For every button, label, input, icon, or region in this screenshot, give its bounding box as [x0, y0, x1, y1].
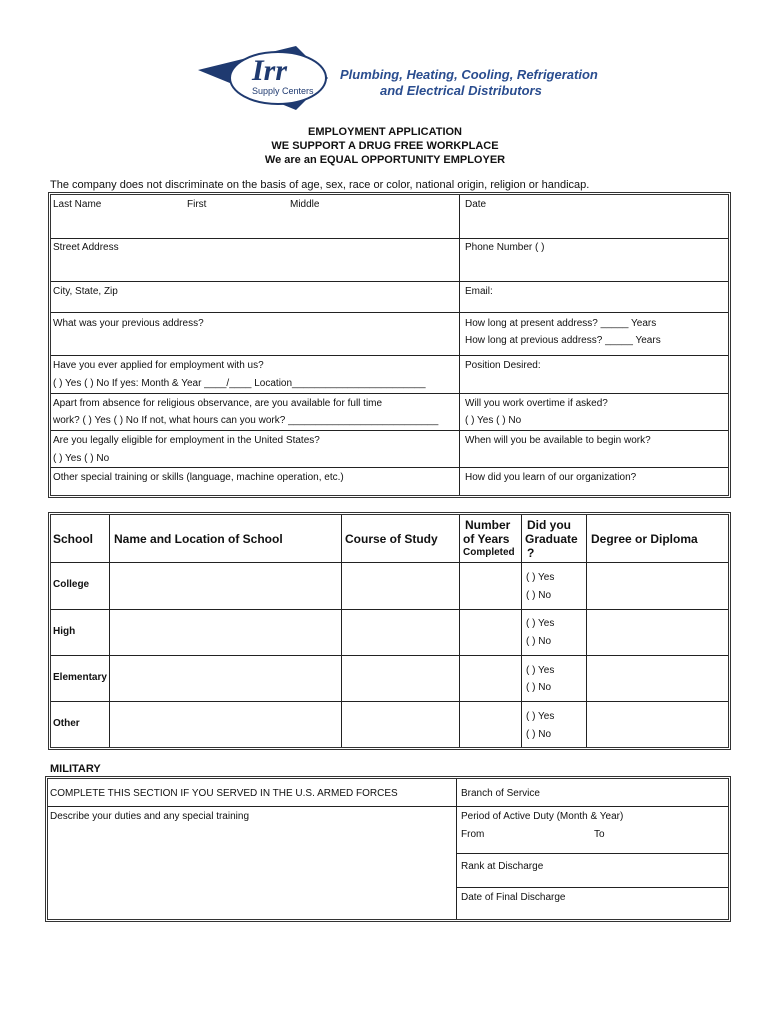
col-degree: Degree or Diploma: [591, 532, 698, 546]
row-elementary-label: Elementary: [53, 672, 107, 683]
rank-at-discharge-field[interactable]: Rank at Discharge: [461, 861, 544, 872]
page-title: EMPLOYMENT APPLICATION: [308, 126, 462, 138]
branch-of-service-field[interactable]: Branch of Service: [461, 788, 540, 799]
col-grad-3: ?: [527, 546, 535, 560]
years-present-address-field[interactable]: How long at present address? _____ Years: [465, 318, 657, 329]
row-high-label: High: [53, 626, 76, 637]
col-grad-1: Did you: [527, 518, 571, 532]
col-years-2: of Years: [463, 532, 510, 546]
education-table: [48, 512, 731, 750]
duties-field[interactable]: Describe your duties and any special training: [50, 811, 249, 822]
last-name-field[interactable]: Last Name: [53, 199, 102, 210]
religious-observance-question: Apart from absence for religious observance, are you available for full time: [53, 398, 383, 409]
period-active-duty-label: Period of Active Duty (Month & Year): [461, 811, 624, 822]
col-school-name: Name and Location of School: [114, 532, 283, 546]
email-field[interactable]: Email:: [465, 286, 493, 297]
college-graduate-yes[interactable]: ( ) Yes: [526, 572, 555, 583]
high-graduate-yes[interactable]: ( ) Yes: [526, 618, 555, 629]
col-years-1: Number: [465, 518, 511, 532]
elementary-graduate-no[interactable]: ( ) No: [526, 682, 551, 693]
company-logo: [196, 44, 596, 112]
special-training-field[interactable]: Other special training or skills (language, machine operation, etc.): [53, 472, 344, 483]
duty-from-field[interactable]: From: [461, 829, 485, 840]
logo-tagline-2: and Electrical Distributors: [380, 83, 542, 98]
logo-subbrand: Supply Centers: [252, 86, 314, 96]
eligibility-answer[interactable]: ( ) Yes ( ) No: [53, 453, 110, 464]
college-graduate-no[interactable]: ( ) No: [526, 590, 551, 601]
nondiscrimination-notice: The company does not discriminate on the basis of age, sex, race or color, national origin, religion or handicap.: [50, 179, 590, 191]
first-name-field[interactable]: First: [187, 199, 207, 210]
begin-work-field[interactable]: When will you be available to begin work?: [465, 435, 651, 446]
years-previous-address-field[interactable]: How long at previous address? _____ Years: [465, 335, 661, 346]
applied-before-question: Have you ever applied for employment with us?: [53, 360, 264, 371]
other-graduate-no[interactable]: ( ) No: [526, 729, 551, 740]
previous-address-field[interactable]: What was your previous address?: [53, 318, 204, 329]
row-college-label: College: [53, 579, 90, 590]
duty-to-field[interactable]: To: [594, 829, 605, 840]
col-grad-2: Graduate: [525, 532, 578, 546]
elementary-graduate-yes[interactable]: ( ) Yes: [526, 665, 555, 676]
city-state-zip-field[interactable]: City, State, Zip: [53, 286, 118, 297]
date-field[interactable]: Date: [465, 199, 487, 210]
overtime-question: Will you work overtime if asked?: [465, 398, 608, 409]
row-other-label: Other: [53, 718, 80, 729]
military-instruction: COMPLETE THIS SECTION IF YOU SERVED IN THE U.S. ARMED FORCES: [50, 788, 398, 799]
learn-of-organization-field[interactable]: How did you learn of our organization?: [465, 472, 637, 483]
phone-number-field[interactable]: Phone Number ( ): [465, 242, 545, 253]
eoe-heading: We are an EQUAL OPPORTUNITY EMPLOYER: [264, 154, 506, 166]
logo-tagline-1: Plumbing, Heating, Cooling, Refrigeration: [340, 67, 598, 82]
middle-name-field[interactable]: Middle: [290, 199, 320, 210]
overtime-answer[interactable]: ( ) Yes ( ) No: [465, 415, 522, 426]
logo-brand: Irr: [252, 54, 288, 87]
final-discharge-date-field[interactable]: Date of Final Discharge: [461, 892, 566, 903]
military-heading: MILITARY: [50, 763, 101, 775]
col-years-3: Completed: [463, 547, 515, 558]
drug-free-heading: WE SUPPORT A DRUG FREE WORKPLACE: [271, 140, 499, 152]
eligibility-question: Are you legally eligible for employment in the United States?: [53, 435, 320, 446]
full-time-answer[interactable]: work? ( ) Yes ( ) No If not, what hours can you work? ___________________________: [53, 415, 439, 426]
street-address-field[interactable]: Street Address: [53, 242, 119, 253]
other-graduate-yes[interactable]: ( ) Yes: [526, 711, 555, 722]
position-desired-field[interactable]: Position Desired:: [465, 360, 541, 371]
high-graduate-no[interactable]: ( ) No: [526, 636, 551, 647]
col-course: Course of Study: [345, 532, 438, 546]
col-school: School: [53, 532, 94, 546]
applied-before-answer[interactable]: ( ) Yes ( ) No If yes: Month & Year ____/____ Location________________________: [53, 378, 426, 389]
